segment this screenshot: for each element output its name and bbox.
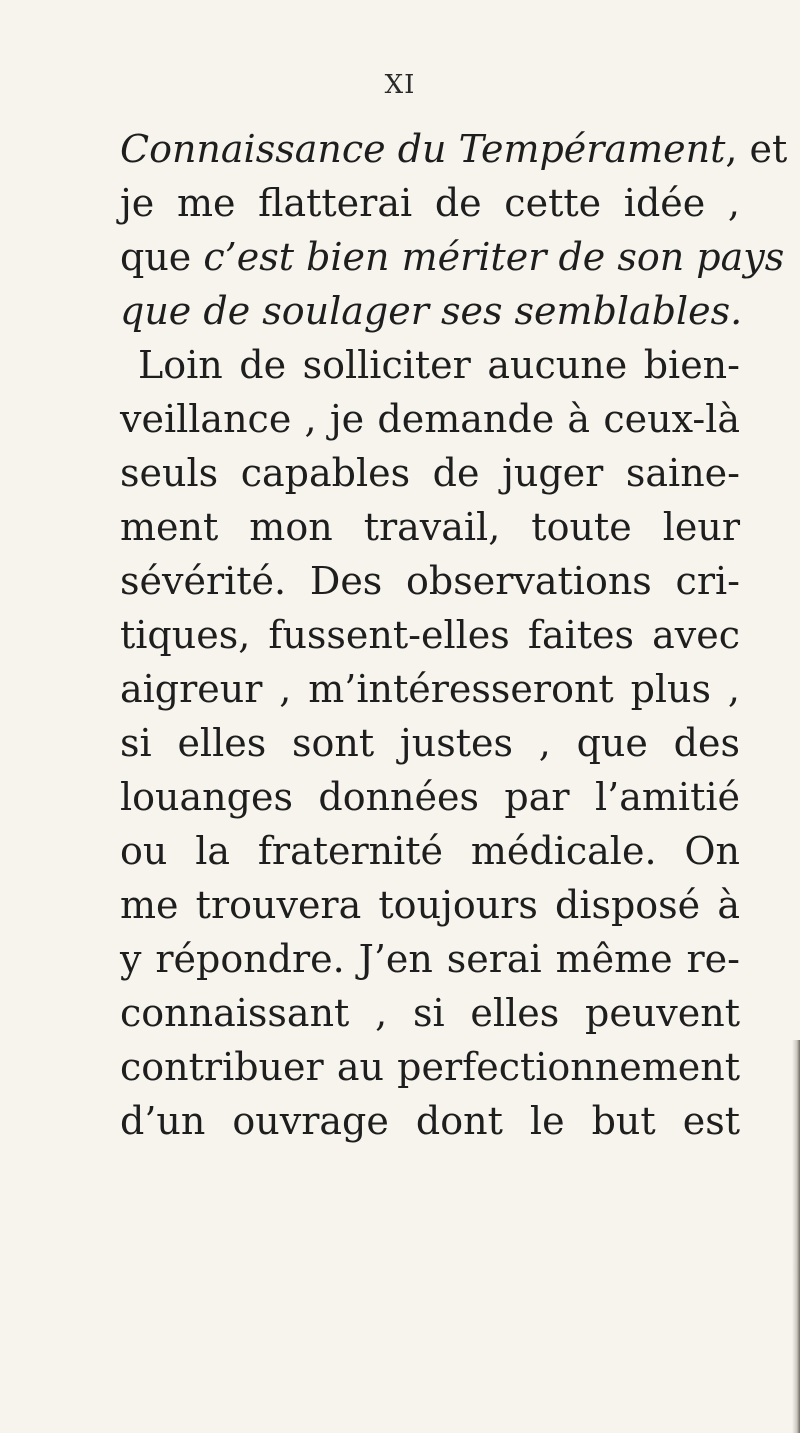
text-line [120, 176, 740, 230]
text-line [120, 1094, 740, 1148]
text-segment: aigreur , m’intéresseront plus , [120, 667, 740, 711]
page-edge-shadow [792, 1040, 800, 1433]
text-segment: Loin de solliciter aucune bien- [138, 343, 740, 387]
text-segment: louanges données par l’amitié [120, 775, 740, 819]
text-segment: y répondre. J’en serai même re- [120, 937, 740, 981]
text-line [120, 122, 788, 176]
italic-text-segment: c’est bien mériter de son pays [203, 235, 785, 279]
text-line [120, 986, 740, 1040]
text-line [120, 770, 740, 824]
text-line [120, 1040, 740, 1094]
text-segment: me trouvera toujours disposé à [120, 883, 740, 927]
text-line [120, 932, 740, 986]
text-segment: sévérité. Des observations cri- [120, 559, 740, 603]
text-line [120, 554, 740, 608]
text-line [120, 230, 785, 284]
text-line [120, 716, 740, 770]
body-text [120, 122, 788, 1148]
text-segment: contribuer au perfectionnement [120, 1045, 740, 1089]
text-segment: , et [725, 127, 788, 171]
italic-text-segment: Connaissance du Tempérament [120, 127, 726, 171]
text-line [120, 608, 740, 662]
text-line [120, 284, 743, 338]
text-segment: tiques, fussent-elles faites avec [120, 613, 740, 657]
text-line [120, 338, 740, 392]
text-segment: que [120, 235, 204, 279]
text-line [120, 392, 740, 446]
text-segment: ou la fraternité médicale. On [120, 829, 740, 873]
text-segment: connaissant , si elles peuvent [120, 991, 740, 1035]
text-segment: je me flatterai de cette idée , [120, 181, 740, 225]
text-line [120, 500, 740, 554]
text-segment: ment mon travail, toute leur [120, 505, 740, 549]
text-line [120, 824, 740, 878]
text-line [120, 446, 740, 500]
text-segment: si elles sont justes , que des [120, 721, 740, 765]
text-segment: seuls capables de juger saine- [120, 451, 740, 495]
text-line [120, 878, 740, 932]
text-segment: veillance , je demande à ceux-là [120, 397, 740, 441]
italic-text-segment: que de soulager ses semblables. [120, 289, 743, 333]
text-segment: d’un ouvrage dont le but est [120, 1099, 740, 1143]
page-number: XI [384, 70, 416, 100]
text-line [120, 662, 740, 716]
